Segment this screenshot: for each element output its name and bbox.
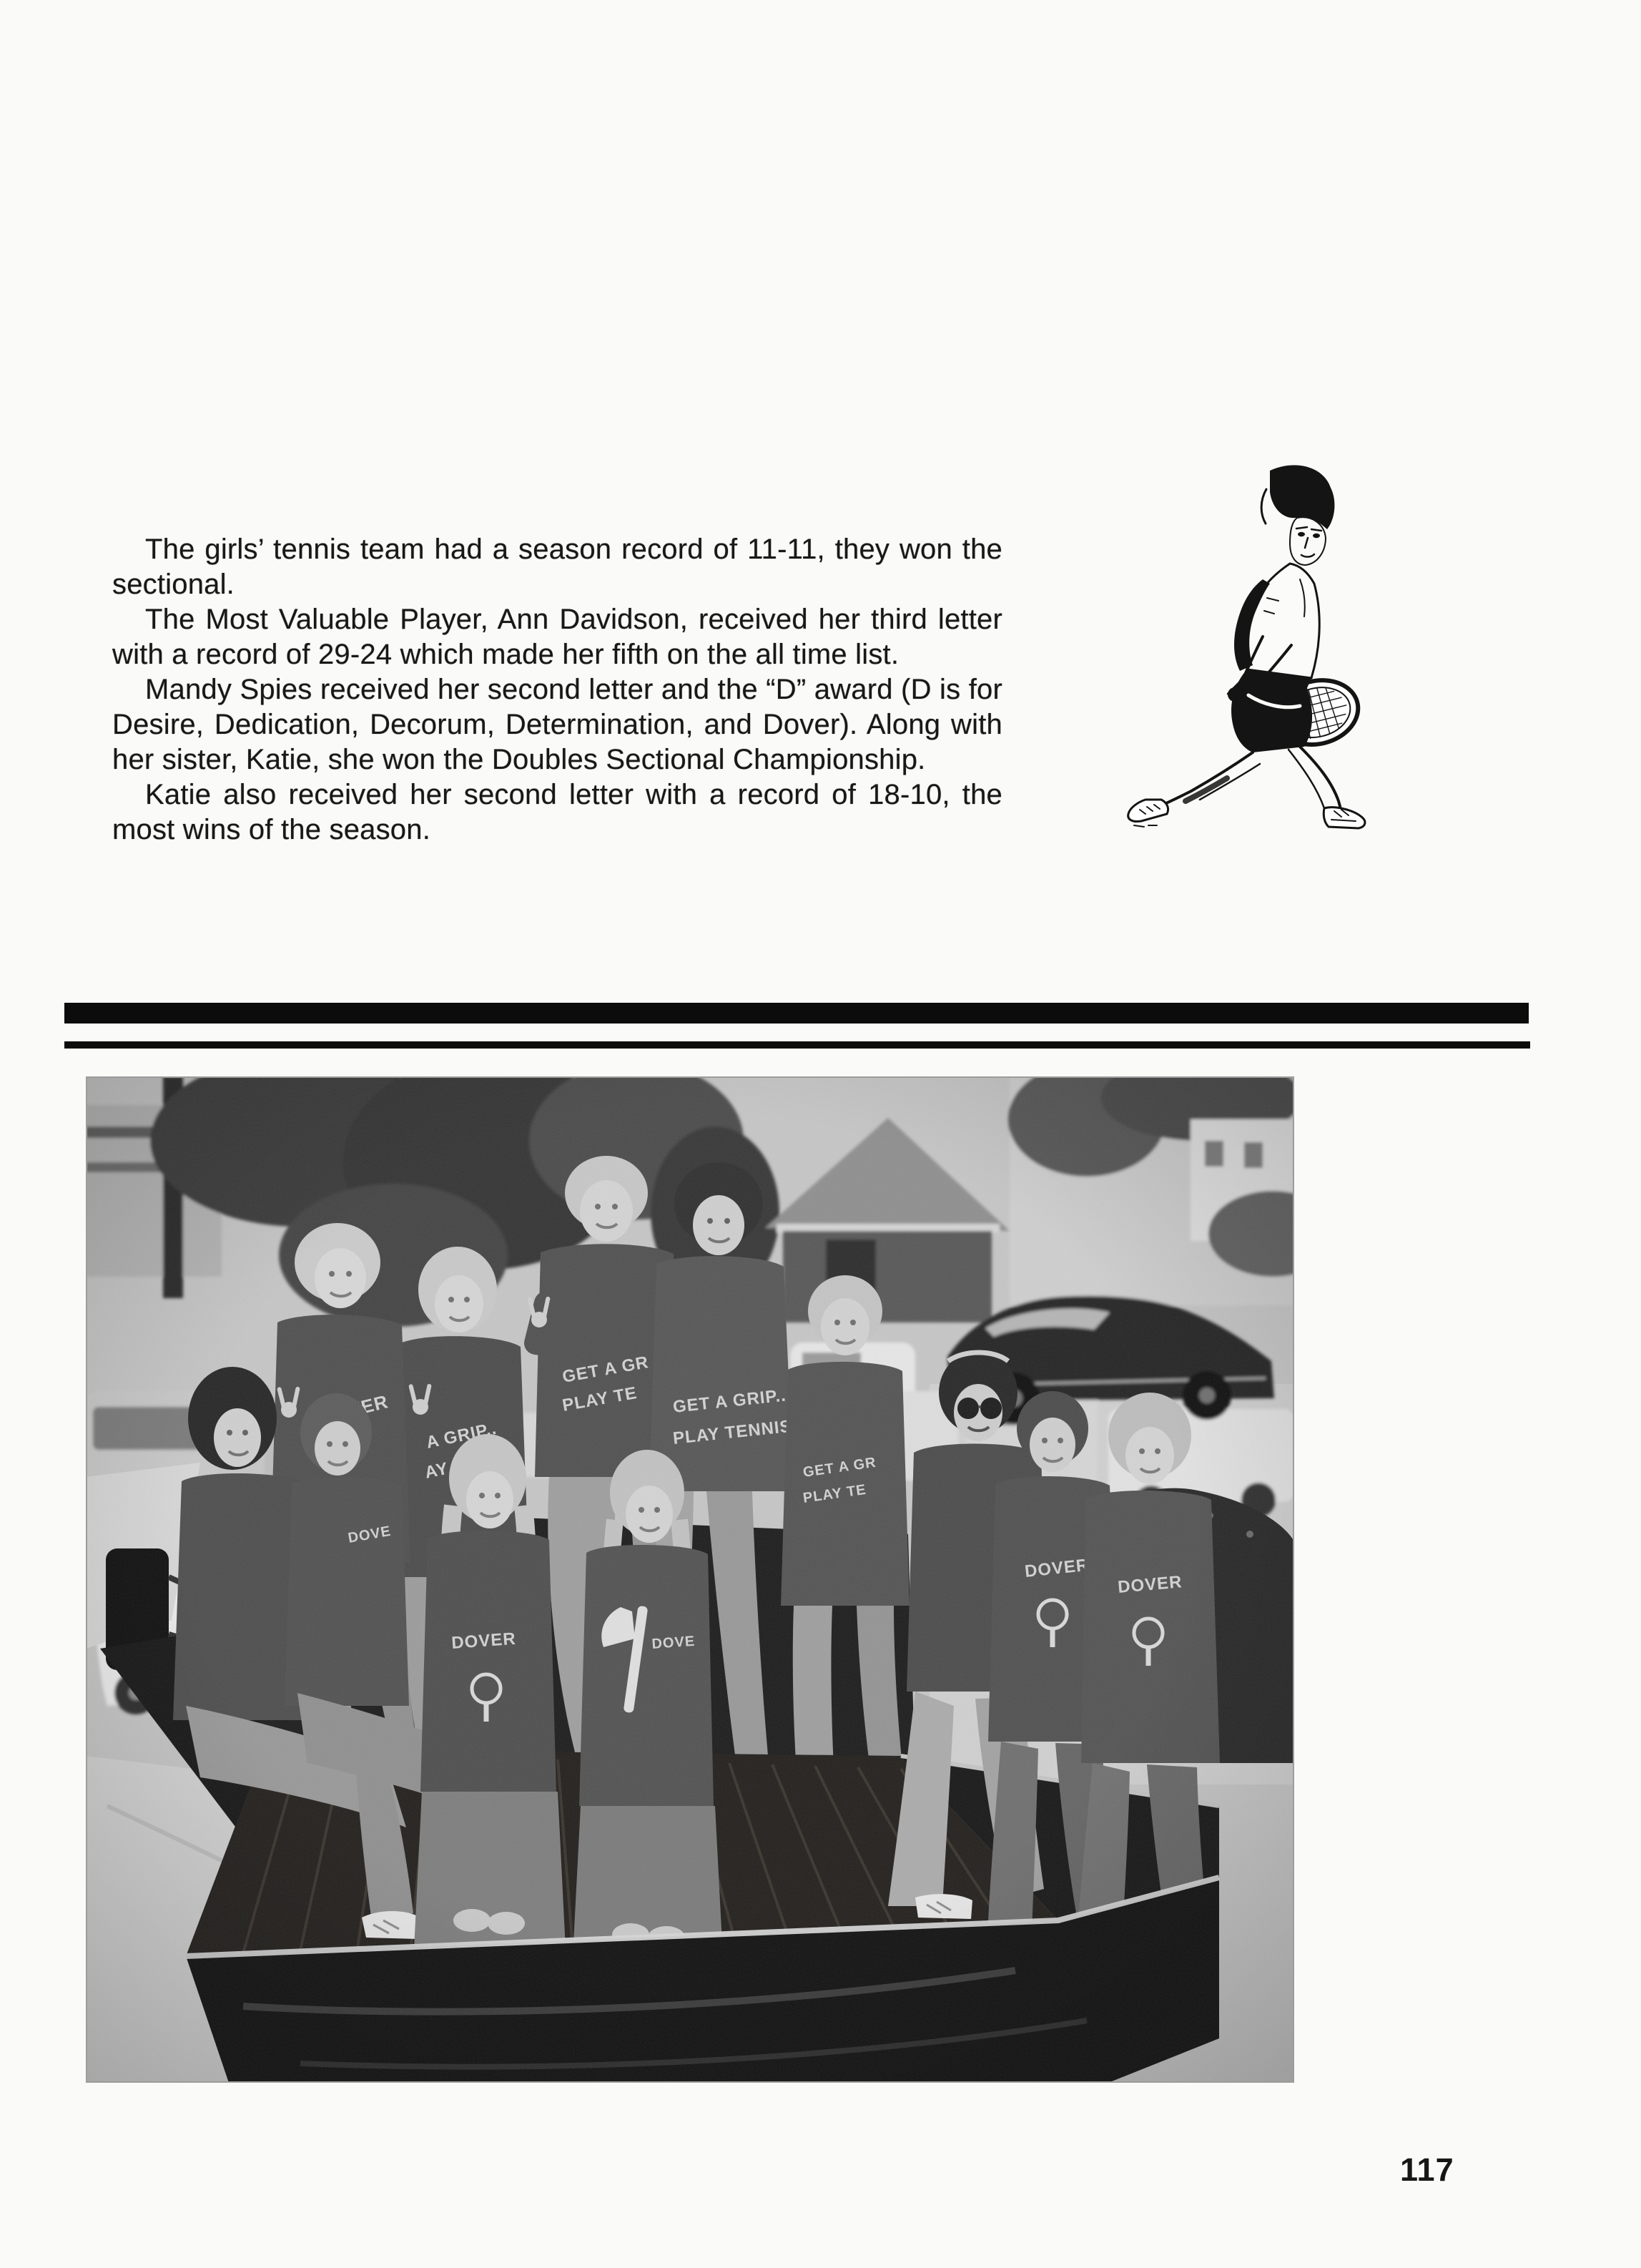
photo-grain (86, 1076, 1294, 2083)
article-text (112, 532, 1002, 848)
sketch-skirt (1231, 669, 1312, 752)
paragraph-season-record: The girls’ tennis team had a season record of 11-11, they won the sectional. (112, 534, 1002, 600)
divider-thin-line (64, 1041, 1530, 1049)
tennis-player-sketch (1120, 458, 1413, 830)
team-photo (86, 1076, 1294, 2083)
tennis-player-sketch-svg (1120, 458, 1413, 830)
paragraph-mandy-spies: Mandy Spies received her second letter and the “D” award (D is for Desire, Dedication, Decorum, Determination, and Dover). Along with her sister, Katie, she won the Doubles Sectional Championship. (112, 674, 1002, 775)
sketch-torso (1246, 564, 1320, 678)
team-photo-svg (86, 1076, 1294, 2083)
paragraph-mvp: The Most Valuable Player, Ann Davidson, received her third letter with a record of 29-24 which made her fifth on the all time list. (112, 604, 1002, 670)
divider-thick-bar (64, 1003, 1529, 1023)
page-number: 117 (1400, 2151, 1454, 2188)
sketch-back-shoe (1128, 800, 1168, 822)
sketch-face (1290, 517, 1326, 565)
paragraph-katie: Katie also received her second letter with a record of 18-10, the most wins of the season. (112, 779, 1002, 845)
sketch-front-shoe (1324, 807, 1365, 828)
